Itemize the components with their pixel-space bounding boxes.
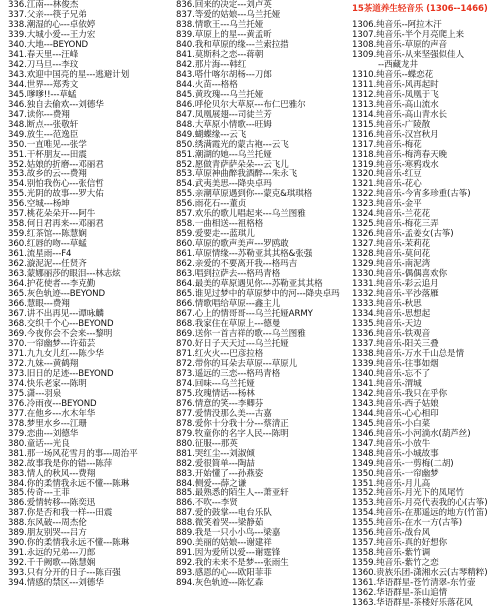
song-entry: 345.嗲嗲!!---草蜢 [8, 89, 77, 100]
song-entry: 1343.纯音乐-西子姑娘 [352, 398, 439, 409]
song-entry: 1330.纯音乐-偶偶喜欢你 [352, 269, 448, 280]
song-entry: 848.大草原小情歌---旺姆 [176, 119, 272, 130]
song-entry: 1310.纯音乐--蝶恋花 [352, 69, 434, 80]
song-entry: 1342.纯音乐-我只在乎你 [352, 388, 448, 399]
song-entry: 1349.纯音乐-一剪梅(二胡) [352, 458, 454, 469]
song-entry: 338.潮湿的心---卓依婷 [8, 19, 96, 30]
song-entry: 881.哭红尘---刘淑倾 [176, 448, 255, 459]
song-entry: 1357.纯音乐-真的好想你 [352, 538, 448, 549]
song-entry: 392.千千阙歌---陈慧娴 [8, 558, 96, 569]
song-entry: 388.东风破---周杰伦 [8, 518, 87, 529]
song-entry: 889.我是一只小小鸟---梁嘉 [176, 528, 281, 539]
song-entry: 846.呼伦贝尔大草原---布仁巴雅尔 [176, 99, 306, 110]
song-entry: 1358.纯音乐-紫竹调 [352, 548, 431, 559]
song-entry: 1321.纯音乐-花心 [352, 179, 422, 190]
song-entry: 849.蝴蝶缘---云飞 [176, 129, 247, 140]
song-entry: 1355.纯音乐-在水一方(古筝) [352, 518, 463, 529]
song-entry: 840.我和草原的缘---兰索拉措 [176, 39, 289, 50]
song-entry: 368.交织千个心---BEYOND [8, 319, 114, 329]
song-entry: 880.征服---那英 [176, 438, 238, 449]
song-entry: 381.那一场风花雪月的事---周治平 [8, 448, 138, 459]
song-entry: 1312.纯音乐-凤凰于飞 [352, 89, 439, 100]
song-entry: 367.讲不出再见---谭咏麟 [8, 309, 104, 320]
song-entry: 1335.纯音乐-天边 [352, 319, 422, 330]
song-entry: 343.欢迎中国亮的星---逃避计划 [8, 69, 130, 80]
song-entry: 1317.纯音乐-梅花 [352, 139, 422, 150]
song-entry: 1339.纯音乐-往事如烟 [352, 358, 439, 369]
song-entry: 356.空城---杨坤 [8, 199, 70, 210]
song-entry: 391.永远的兄弟---刀郎 [8, 548, 96, 559]
song-entry: 339.大城小爱---王力宏 [8, 29, 96, 40]
song-entry: 859.爱要走---蓝琪儿 [176, 229, 255, 240]
song-entry: 858.一曲相送---祖格格 [176, 219, 264, 230]
song-entry: 349.放生---范逸臣 [8, 129, 79, 140]
song-entry: 341.春天里---汪峰 [8, 49, 79, 60]
song-entry: 1309.纯音乐-从来坚强似佳人 [352, 49, 465, 60]
song-entry: 365.灰色轨迹---BEYOND [8, 289, 106, 300]
song-entry: 372.九妹---黄鹤翔 [8, 358, 79, 369]
song-entry: 390.你的柔情我永远不懂---陈琳 [8, 538, 130, 549]
song-entry: 874.回味---乌兰托娅 [176, 378, 255, 389]
song-entry: 370.一帘幽梦---许茹芸 [8, 338, 96, 349]
song-entry: 347.读你---费翔 [8, 109, 70, 120]
song-entry: 369.今夜你会不会来---黎明 [8, 328, 113, 339]
song-entry: 1363.华语群星-茶楼好乐落花风 [352, 598, 473, 608]
song-entry: 386.爱情转移---陈奕迅 [8, 498, 96, 509]
song-entry: 346.独自去偷欢---刘德华 [8, 99, 104, 110]
song-entry: 340.大地---BEYOND [8, 39, 89, 50]
song-entry: 1329.纯音乐-南泥湾 [352, 259, 431, 270]
song-entry: 865.谁见过梦中的草原梦中的河---降央卓玛 [176, 289, 340, 300]
song-entry: 1322.纯音乐-今宵多珍重(古筝) [352, 189, 471, 200]
song-entry: 1315.纯音乐-广陵散 [352, 119, 431, 130]
song-entry: 393.只有分开的日子---陈百强 [8, 568, 121, 579]
song-entry: 1348.纯音乐-小城故事 [352, 448, 439, 459]
song-entry: 884.侧爱---薛之谦 [176, 478, 247, 489]
song-entry: 1347.纯音乐-小放牛 [352, 438, 431, 449]
song-entry: 337.父亲---筷子兄弟 [8, 9, 87, 20]
song-entry: 1341.纯音乐-渭城 [352, 378, 422, 389]
song-entry: 868.我家住在草原上---德曼 [176, 319, 281, 329]
song-entry: 879.牧童你的名字人民---陈明 [176, 428, 289, 439]
song-entry: 875.玫瑰情话---杨林 [176, 388, 255, 399]
song-entry: 869.送你一首吉祥的歌---乌兰图雅 [176, 328, 306, 339]
song-entry: 377.在他乡---水木年华 [8, 408, 96, 419]
song-entry: 894.灰色轨迹---陈忆森 [176, 578, 264, 589]
song-entry: 360.红唇的吻---草蜢 [8, 239, 87, 250]
song-entry: 837.等爱的姑娘---乌兰托娅 [176, 9, 281, 20]
song-entry: 348.断点---张敬轩 [8, 119, 79, 130]
song-entry: 373.旧日的足迹---BEYOND [8, 368, 114, 379]
song-entry: 380.童话---光良 [8, 438, 70, 449]
song-entry: 364.护花使者---李克勤 [8, 279, 96, 290]
song-entry: 1352.纯音乐-月光下的凤尾竹 [352, 488, 465, 499]
song-entry: 877.爱情没那么美---古嘉 [176, 408, 272, 419]
song-entry: 863.唱到拉萨去---格玛青格 [176, 269, 281, 280]
song-entry: 855.亲潮草原遇到你---蒙克&琪琪格 [176, 189, 313, 200]
song-entry: 1336.纯音乐-铁观音 [352, 328, 431, 339]
song-column-1 [8, 0, 168, 589]
song-entry: 1362.华语群星-茶山追情 [352, 588, 448, 599]
song-entry: 1356.纯音乐-战台风 [352, 528, 431, 539]
song-entry: 1346.纯音乐-小河淌水(葫芦丝) [352, 428, 471, 439]
song-entry: 375.潇---羽泉 [8, 388, 62, 399]
song-entry: 1314.纯音乐-高山青水长 [352, 109, 448, 120]
song-entry: 892.我的未来不是梦---张雨生 [176, 558, 289, 569]
song-entry: 1307.纯音乐-半个月亮爬上来 [352, 29, 465, 40]
song-entry: 344.世界---郑秀文 [8, 79, 79, 90]
song-entry: 379.恋曲---刘德华 [8, 428, 79, 439]
song-entry: 883.开始懂了---孙燕姿 [176, 468, 264, 479]
song-entry: 836.回来的决定---刘卢英 [176, 0, 272, 10]
song-entry: 1350.纯音乐-一帘幽梦 [352, 468, 439, 479]
song-entry: 843.嗒什喀尔胡杨---刀郎 [176, 69, 272, 80]
song-entry: 888.微笑着哭---梁静茹 [176, 518, 264, 529]
song-entry: 1351.纯音乐-月儿高 [352, 478, 431, 489]
song-entry: 852.愿做青萨萨朵朵---云飞儿 [176, 159, 289, 170]
song-entry: 357.桃花朵朵开---阿牛 [8, 209, 96, 220]
song-entry: 841.莫斯科之恋---蒋朝 [176, 49, 264, 60]
song-entry: 376.冷雨夜---BEYOND [8, 398, 97, 409]
song-entry: 387.你是否和我一样---田震 [8, 508, 113, 519]
song-entry: 361.流星雨---F4 [8, 249, 72, 260]
song-entry: 350.一直唯见---张学 [8, 139, 87, 150]
song-entry: 1345.纯音乐-小白菜 [352, 418, 431, 429]
song-entry: 872.带你的耳朵去草原---草原儿 [176, 358, 298, 369]
song-entry: 1323.纯音乐-金平 [352, 199, 422, 210]
section-title: 15茶道养生轻音乐 (1306--1466) [352, 4, 488, 14]
song-entry: 355.光阴的故事---罗大佑 [8, 189, 104, 200]
song-entry-continuation: --西藏龙井 [378, 59, 418, 70]
song-entry: 371.九九女儿红---陈少华 [8, 348, 104, 359]
song-entry: 893.感恩的心---欧阳菲菲 [176, 568, 272, 579]
song-entry: 363.蒙娜丽莎的眼泪---林志炫 [8, 269, 121, 280]
song-entry: 867.心上的情哥哥---乌兰托娅ARMY [176, 309, 313, 320]
song-entry: 1337.纯音乐-阳关三叠 [352, 338, 439, 349]
song-column-2 [176, 0, 346, 589]
song-entry: 885.最熟悉的陌生人---萧亚轩 [176, 488, 289, 499]
song-entry: 394.情感的禁区---刘德华 [8, 578, 104, 589]
song-column-3 [352, 0, 498, 608]
song-entry: 1344.纯音乐-心心相印 [352, 408, 439, 419]
song-entry: 362.漩泥泥---任贤齐 [8, 259, 87, 270]
song-entry: 1353.纯音乐-月亮代表我的心(古筝) [352, 498, 488, 509]
song-entry: 1313.纯音乐-高山流水 [352, 99, 439, 110]
song-entry: 336.江南---林俊杰 [8, 0, 79, 10]
song-entry: 354.别怕我伤心---张信哲 [8, 179, 104, 190]
song-entry: 1328.纯音乐-莫问花 [352, 249, 431, 260]
song-entry: 352.姑娘的折磨---邓丽君 [8, 159, 104, 170]
song-entry: 864.最美的草原遇见你---苏勒亚其其格 [176, 279, 323, 290]
song-entry: 866.情歌唱给草原---鑫主儿 [176, 299, 281, 310]
song-entry: 844.火苗---格格 [176, 79, 238, 90]
song-entry: 1324.纯音乐-兰花花 [352, 209, 431, 220]
song-entry: 876.情意的笑---李卿芬 [176, 398, 264, 409]
song-entry: 366.慧眼---费翔 [8, 299, 70, 310]
song-entry: 838.情歌王---乌兰托娅 [176, 19, 264, 30]
song-entry: 1318.纯音乐-梅湾春天晚 [352, 149, 448, 160]
song-entry: 385.传奇---王菲 [8, 488, 70, 499]
song-entry: 353.故乡的云---费翔 [8, 169, 87, 180]
song-entry: 861.草原情缘---苏勒亚其其格&张强 [176, 249, 313, 260]
song-entry: 1359.纯音乐-紫竹之恋 [352, 558, 439, 569]
song-entry: 871.红火火---巴彦拉格 [176, 348, 264, 359]
song-entry: 1333.纯音乐-秋思 [352, 299, 422, 310]
song-entry: 1306.纯音乐--阿拉木汗 [352, 19, 442, 30]
song-entry: 857.欢乐的歌儿唱起来---乌兰图雅 [176, 209, 306, 220]
song-entry: 887.爱的鼓掌---电台乐队 [176, 508, 272, 519]
song-entry: 382.故事我是你的错---陈萍 [8, 458, 113, 469]
song-entry: 1311.纯音乐-风再起时 [352, 79, 439, 90]
song-entry: 845.黄玫瑰---乌兰托娅 [176, 89, 264, 100]
song-entry: 860.草原的歌声美声---罗鸥敢 [176, 239, 289, 250]
song-entry: 851.潮湖的她---乌兰托娅 [176, 149, 272, 160]
song-entry: 853.草原神曲醉我酒醉---朱永飞 [176, 169, 298, 180]
song-entry: 862.亲爱的不要离开我---格玛吉 [176, 259, 298, 270]
song-entry: 374.快乐老家---陈明 [8, 378, 87, 389]
song-entry: 878.爱你十分我十分---蔡清正 [176, 418, 289, 429]
song-entry: 1334.纯音乐-思想起 [352, 309, 431, 320]
song-entry: 1361.华语群星-苍竹清翠-东竹壶 [352, 578, 476, 589]
song-entry: 1319.纯音乐-寒鸦戏水 [352, 159, 439, 170]
song-entry: 378.梦里水乡---江珊 [8, 418, 87, 429]
song-entry: 1316.纯音乐-汉宫秋月 [352, 129, 439, 140]
song-entry: 1325.纯音乐-梅花三弄 [352, 219, 439, 230]
song-entry: 342.刀马旦---李玟 [8, 59, 79, 70]
song-entry: 1360.贵族乐团-潇湘水云(古琴精粹) [352, 568, 488, 579]
song-entry: 1320.纯音乐-红豆 [352, 169, 422, 180]
song-entry: 1340.纯音乐-忘不了 [352, 368, 431, 379]
song-entry: 1332.纯音乐-平沙落雁 [352, 289, 439, 300]
song-entry: 1308.纯音乐-草原的声音 [352, 39, 448, 50]
song-entry: 1354.纯音乐-在那遥远的地方(竹笛) [352, 508, 488, 519]
song-entry: 1338.纯音乐-万水千山总是情 [352, 348, 465, 359]
song-entry: 882.爱很简单---陶喆 [176, 458, 255, 469]
song-entry: 839.草原上的星---黄孟昕 [176, 29, 272, 40]
song-entry: 847.凤凰展翅---司徒兰芳 [176, 109, 272, 120]
song-entry: 359.红茶馆---陈慧娴 [8, 229, 87, 240]
song-entry: 1326.纯音乐-孟姜女(古筝) [352, 229, 454, 240]
song-entry: 891.因为爱所以爱---谢霆锋 [176, 548, 281, 559]
song-entry: 856.雨花石---董贞 [176, 199, 247, 210]
song-entry: 358.何日君再来---邓丽君 [8, 219, 104, 230]
song-entry: 383.情人的秋风---费翔 [8, 468, 96, 479]
song-entry: 850.绣满霞光的蒙古袍---云飞 [176, 139, 289, 150]
song-entry: 890.美丽的姑娘---谢建祥 [176, 538, 272, 549]
song-entry: 389.朋友别哭---吕方 [8, 528, 87, 539]
song-entry: 842.那片海---韩红 [176, 59, 247, 70]
song-entry: 886.不吹---李贤 [176, 498, 238, 509]
song-entry: 351.干杯朋友---田震 [8, 149, 87, 160]
song-entry: 854.武夷美思---降央卓玛 [176, 179, 272, 190]
song-entry: 1327.纯音乐-茉莉花 [352, 239, 431, 250]
song-entry [352, 60, 498, 70]
song-entry: 1331.纯音乐-彩云追月 [352, 279, 439, 290]
song-entry: 873.遥远的三恋---格玛青格 [176, 368, 281, 379]
song-entry: 384.你的柔情我永远不懂---陈琳 [8, 478, 130, 489]
song-entry: 870.好日子天天过---乌兰托娅 [176, 338, 289, 349]
